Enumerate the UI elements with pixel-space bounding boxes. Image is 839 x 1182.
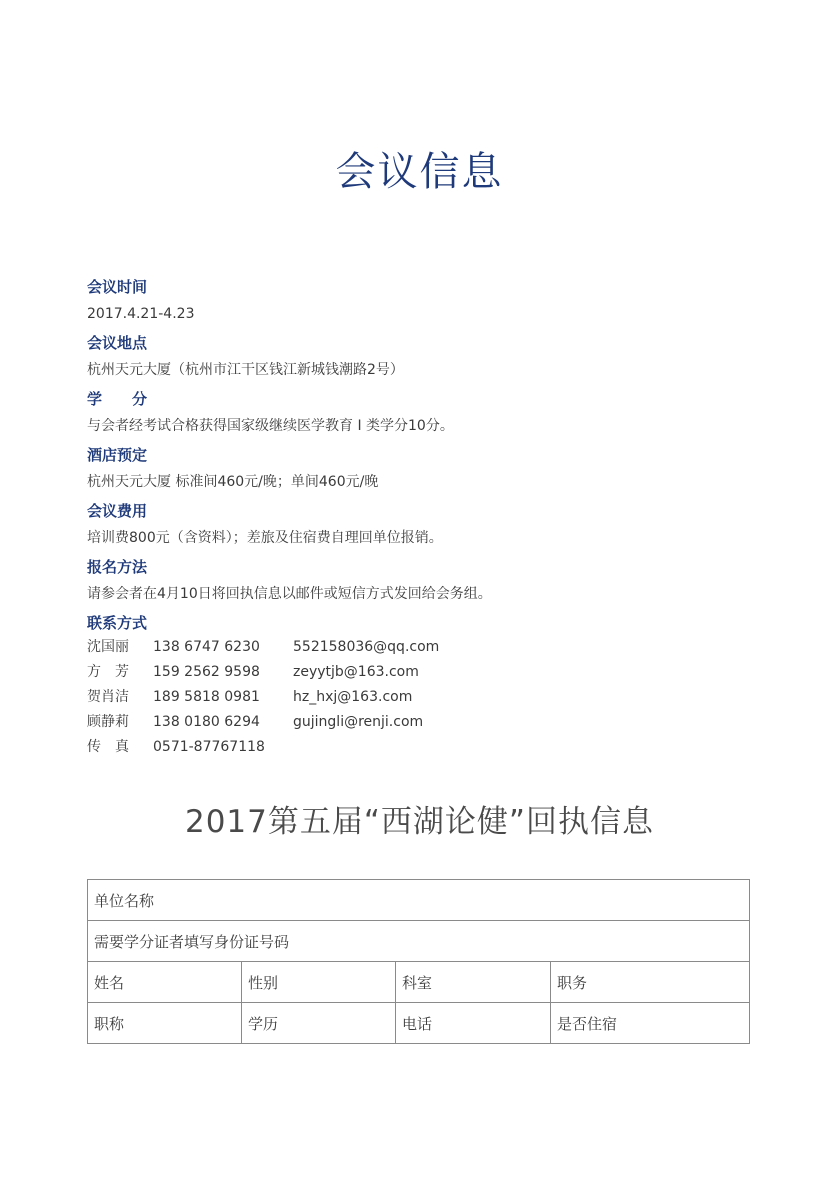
section-label-credits: 学 分 (87, 390, 148, 408)
section-value-fees: 培训费800元（含资料）；差旅及住宿费自理回单位报销。 (87, 530, 443, 546)
form-field-phone[interactable]: 电话 (396, 1003, 551, 1044)
contact-email[interactable]: zeyytjb@163.com (293, 664, 419, 680)
fax-number: 0571-87767118 (153, 739, 265, 755)
form-field-organization[interactable]: 单位名称 (88, 880, 750, 921)
section-label-contact: 联系方式 (87, 614, 148, 632)
form-field-department[interactable]: 科室 (396, 962, 551, 1003)
fax-label: 传 真 (87, 739, 129, 755)
page-title: 会议信息 (335, 149, 504, 195)
contact-phone: 138 6747 6230 (153, 639, 260, 655)
contact-row (87, 685, 767, 710)
form-title: 2017第五届“西湖论健”回执信息 (184, 804, 654, 840)
contact-phone: 138 0180 6294 (153, 714, 260, 730)
form-field-gender[interactable]: 性别 (242, 962, 396, 1003)
contact-name: 方 芳 (87, 664, 129, 680)
table-row (88, 880, 750, 921)
form-field-accommodation[interactable]: 是否住宿 (551, 1003, 750, 1044)
contact-row (87, 635, 767, 660)
section-value-location: 杭州天元大厦（杭州市江干区钱江新城钱潮路2号） (87, 362, 404, 378)
contact-name: 沈国丽 (87, 639, 129, 655)
table-row (88, 962, 750, 1003)
contact-list (87, 635, 767, 760)
section-label-registration: 报名方法 (87, 558, 148, 576)
contact-row-fax (87, 735, 767, 760)
section-label-fees: 会议费用 (87, 502, 148, 520)
section-label-location: 会议地点 (87, 334, 148, 352)
contact-email[interactable]: hz_hxj@163.com (293, 689, 413, 705)
contact-email[interactable]: 552158036@qq.com (293, 639, 440, 655)
table-row (88, 921, 750, 962)
section-value-time: 2017.4.21-4.23 (87, 306, 195, 322)
registration-form-table (87, 879, 750, 1044)
contact-phone: 159 2562 9598 (153, 664, 260, 680)
contact-name: 顾静莉 (87, 714, 129, 730)
form-field-name[interactable]: 姓名 (88, 962, 242, 1003)
table-row (88, 1003, 750, 1044)
form-field-id-number[interactable]: 需要学分证者填写身份证号码 (88, 921, 750, 962)
contact-row (87, 710, 767, 735)
form-field-education[interactable]: 学历 (242, 1003, 396, 1044)
contact-name: 贺肖洁 (87, 689, 129, 705)
contact-phone: 189 5818 0981 (153, 689, 260, 705)
form-field-position[interactable]: 职务 (551, 962, 750, 1003)
meeting-info (87, 276, 767, 760)
contact-row (87, 660, 767, 685)
section-label-hotel: 酒店预定 (87, 446, 148, 464)
section-value-credits: 与会者经考试合格获得国家级继续医学教育 Ⅰ 类学分10分。 (87, 418, 454, 434)
section-label-time: 会议时间 (87, 278, 148, 296)
form-field-title[interactable]: 职称 (88, 1003, 242, 1044)
section-value-hotel: 杭州天元大厦 标准间460元/晚；单间460元/晚 (87, 474, 379, 490)
contact-email[interactable]: gujingli@renji.com (293, 714, 424, 730)
section-value-registration: 请参会者在4月10日将回执信息以邮件或短信方式发回给会务组。 (87, 586, 492, 602)
